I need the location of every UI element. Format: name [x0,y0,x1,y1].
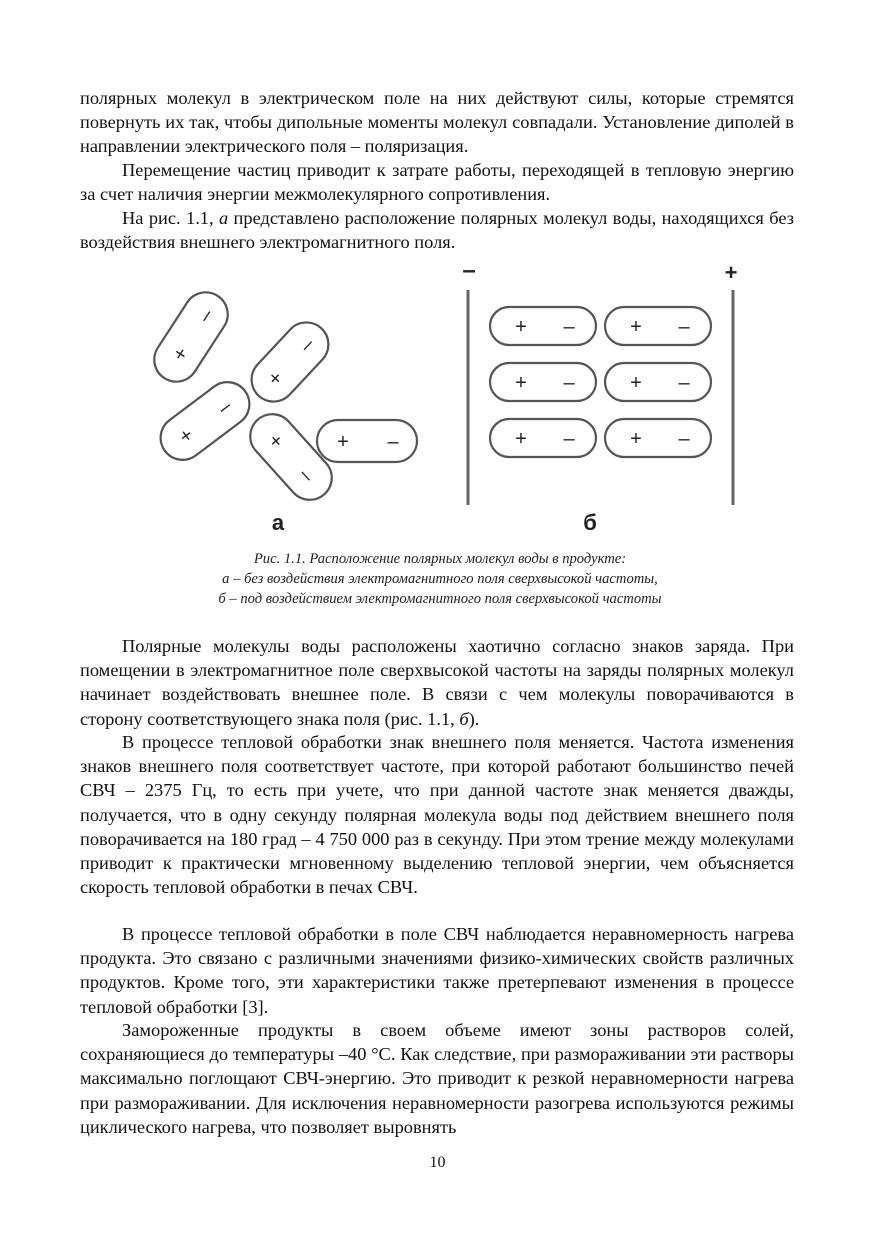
molecule-a1 [146,284,236,390]
molecule-a5-plus: + [337,431,349,453]
molecule-a2 [243,313,338,410]
molecule-b6 [605,419,711,457]
paragraph-3-end: представлено расположение полярных молекул воды, находящихся без воздействия внешнего электромагнитного поля. [80,208,794,253]
molecule-b3-minus: – [563,372,575,394]
molecule-a4-plus: + [263,429,288,454]
paragraph-4 [80,634,794,731]
molecule-a1-plus: + [168,343,194,366]
molecule-b4-plus: + [630,372,642,394]
paragraph-1: полярных молекул в электрическом поле на них действуют силы, которые стремятся повернуть их так, чтобы дипольные моменты молекул совпадали. Установление диполей в направлении электрического поля – поляризация. [80,88,794,157]
page-number: 10 [429,1154,446,1171]
molecule-b6-minus: – [678,428,690,450]
molecule-a5 [317,420,417,462]
paragraph-4-end: ). [468,708,480,729]
plate-minus-sign: – [462,258,476,284]
molecule-b1 [490,307,596,345]
figure-ref-b: б [459,708,469,729]
molecule-b3 [490,363,596,401]
figure-caption [80,549,800,609]
caption-line-3: б – под воздействием электромагнитного поля сверхвысокой частоты [218,591,662,607]
paragraph-2: Перемещение частиц приводит к затрате работы, переходящей в тепловую энергию за счет наличия энергии межмолекулярного сопротивления. [80,160,794,205]
caption-line-2: а – без воздействия электромагнитного поля сверхвысокой частоты, [222,571,658,587]
molecule-b2-minus: – [678,316,690,338]
paragraph-5: В процессе тепловой обработки знак внешнего поля меняется. Частота изменения знаков внешнего поля соответствует частоте, при которой работают большинство печей СВЧ – 2375 Гц, то есть при учете, что при данной частоте знак меняется дважды, получается, что в одну секунду полярная молекула воды под действием внешнего поля поворачивается на 180 град – 4 750 000 раз в секунду. При этом трение между молекулами приводит к практически мгновенному выделению тепловой энергии, чем объясняется скорость тепловой обработки в печах СВЧ. [80,732,794,898]
paragraph-3 [80,206,794,254]
paragraph-7: Замороженные продукты в своем объеме имеют зоны растворов солей, сохраняющиеся до температуры –40 °С. Как следствие, при размораживании эти растворы максимально поглощают СВЧ-энергию. Это приводит к резкой неравномерности нагрева при размораживании. Для исключения неравномерности разогрева используются режимы циклического нагрева, что позволяет выровнять [80,1020,794,1137]
molecule-b5-plus: + [515,428,527,450]
molecule-b4-minus: – [678,372,690,394]
panel-label-b: б [583,510,597,535]
caption-line-1: Рис. 1.1. Расположение полярных молекул воды в продукте: [253,551,627,567]
panel-label-a: а [271,510,285,535]
molecule-b1-minus: – [563,316,575,338]
molecule-a3-minus: – [213,395,236,420]
molecule-a5-minus: – [387,431,399,453]
paragraph-6: В процессе тепловой обработки в поле СВЧ наблюдается неравномерность нагрева продукта. Это связано с различными значениями физико-химических свойств различных продуктов. Кроме того, эти характеристики также претерпевают изменения в процессе тепловой обработки [3]. [80,924,794,1017]
molecule-a2-minus: – [295,333,319,357]
molecule-a2-plus: + [263,366,288,391]
molecule-b5-minus: – [563,428,575,450]
molecule-b3-plus: + [515,372,527,394]
molecule-a1-minus: – [193,305,219,327]
plate-plus-sign: + [724,260,738,285]
paragraph-3-start: На рис. 1.1, [122,208,219,228]
molecule-a3 [152,373,258,468]
molecule-b2-plus: + [630,316,642,338]
figure-ref-a: а [218,208,229,228]
molecule-b2 [605,307,711,345]
molecule-b6-plus: + [630,428,642,450]
figure-1-1 [0,258,875,548]
molecule-a3-plus: + [175,423,198,449]
molecule-a4-minus: – [294,464,319,487]
molecule-b5 [490,419,596,457]
molecule-b4 [605,363,711,401]
molecule-b1-plus: + [515,316,527,338]
paragraph-4-start: Полярные молекулы воды расположены хаотично согласно знаков заряда. При помещении в электромагнитное поле сверхвысокой частоты на заряды полярных молекул начинает воздействовать внешнее поле. В связи с чем молекулы поворачиваются в сторону соответствующего знака поля (рис. 1.1, [80,636,794,729]
